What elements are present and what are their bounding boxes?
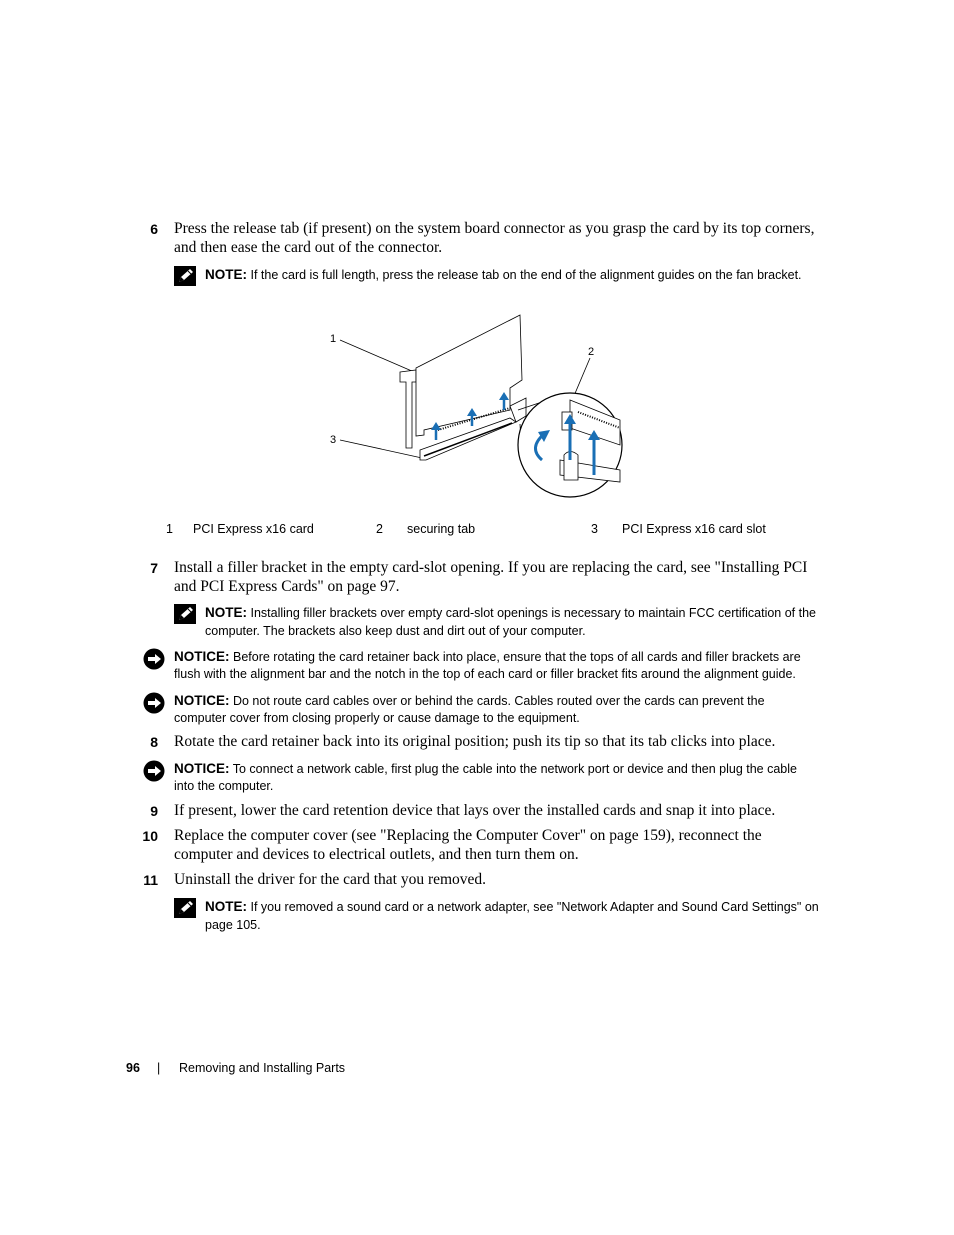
step-text: Install a filler bracket in the empty card-slot opening. If you are replacing the card, see "Installing PCI and PCI Express Cards" on page 97. <box>174 559 808 595</box>
notice-text: Before rotating the card retainer back into place, ensure that the tops of all cards and filler brackets are flush with the alignment bar and the notch in the top of each card or filler bracket fits around the alignment guide. <box>174 650 801 681</box>
note-label: NOTE: <box>205 899 247 914</box>
note-label: NOTE: <box>205 605 247 620</box>
pci-card-removal-illustration <box>320 310 640 510</box>
step-number: 8 <box>150 734 158 750</box>
notice-text: Do not route card cables over or behind the cards. Cables routed over the cards can prevent the computer cover from closing properly or cause damage to the equipment. <box>174 694 765 725</box>
step-text: Uninstall the driver for the card that you removed. <box>174 871 487 888</box>
step-number: 6 <box>150 221 158 237</box>
step-text: Replace the computer cover (see "Replacing the Computer Cover" on page 159), reconnect the computer and devices to electrical outlets, and then turn them on. <box>174 827 762 863</box>
notice-card-cables <box>143 692 819 727</box>
notice-network-cable <box>143 760 819 795</box>
note-label: NOTE: <box>205 267 247 282</box>
notice-arrow-icon <box>143 760 165 782</box>
note-filler-brackets <box>174 604 819 640</box>
note-sound-network-settings <box>174 898 819 934</box>
notice-label: NOTICE: <box>174 693 230 708</box>
legend-label-2: securing tab <box>407 522 476 536</box>
legend-num-2: 2 <box>376 522 383 536</box>
pencil-note-icon <box>174 266 196 286</box>
legend-label-3: PCI Express x16 card slot <box>622 522 766 536</box>
legend-num-1: 1 <box>166 522 173 536</box>
pencil-note-icon <box>174 898 196 918</box>
notice-card-retainer <box>143 648 819 683</box>
notice-label: NOTICE: <box>174 649 230 664</box>
legend-num-3: 3 <box>591 522 598 536</box>
page-number: 96 <box>126 1061 140 1075</box>
step-text: If present, lower the card retention device that lays over the installed cards and snap it into place. <box>174 802 776 819</box>
step-number: 11 <box>143 872 158 888</box>
notice-text: To connect a network cable, first plug the cable into the network port or device and then plug the cable into the computer. <box>174 762 797 793</box>
pencil-note-icon <box>174 604 196 624</box>
legend-label-1: PCI Express x16 card <box>193 522 314 536</box>
step-number: 7 <box>150 560 158 576</box>
footer-section-title: Removing and Installing Parts <box>179 1061 346 1075</box>
note-text: Installing filler brackets over empty card-slot openings is necessary to maintain FCC certification of the computer. The brackets also keep dust and dirt out of your computer. <box>205 606 817 638</box>
notice-label: NOTICE: <box>174 761 230 776</box>
step-text: Press the release tab (if present) on the system board connector as you grasp the card by its top corners, and then ease the card out of the connector. <box>174 220 815 256</box>
notice-arrow-icon <box>143 692 165 714</box>
callout-1: 1 <box>330 333 337 345</box>
callout-2: 2 <box>588 346 595 358</box>
step-number: 10 <box>142 828 158 844</box>
note-text: If you removed a sound card or a network adapter, see "Network Adapter and Sound Card Settings" on page 105. <box>205 900 819 932</box>
step-number: 9 <box>150 803 158 819</box>
note-full-length-card <box>174 266 819 284</box>
step-text: Rotate the card retainer back into its original position; push its tip so that its tab clicks into place. <box>174 733 776 750</box>
footer-separator: | <box>157 1061 161 1075</box>
notice-arrow-icon <box>143 648 165 670</box>
callout-3: 3 <box>330 434 337 446</box>
note-text: If the card is full length, press the release tab on the end of the alignment guides on the fan bracket. <box>250 268 802 282</box>
